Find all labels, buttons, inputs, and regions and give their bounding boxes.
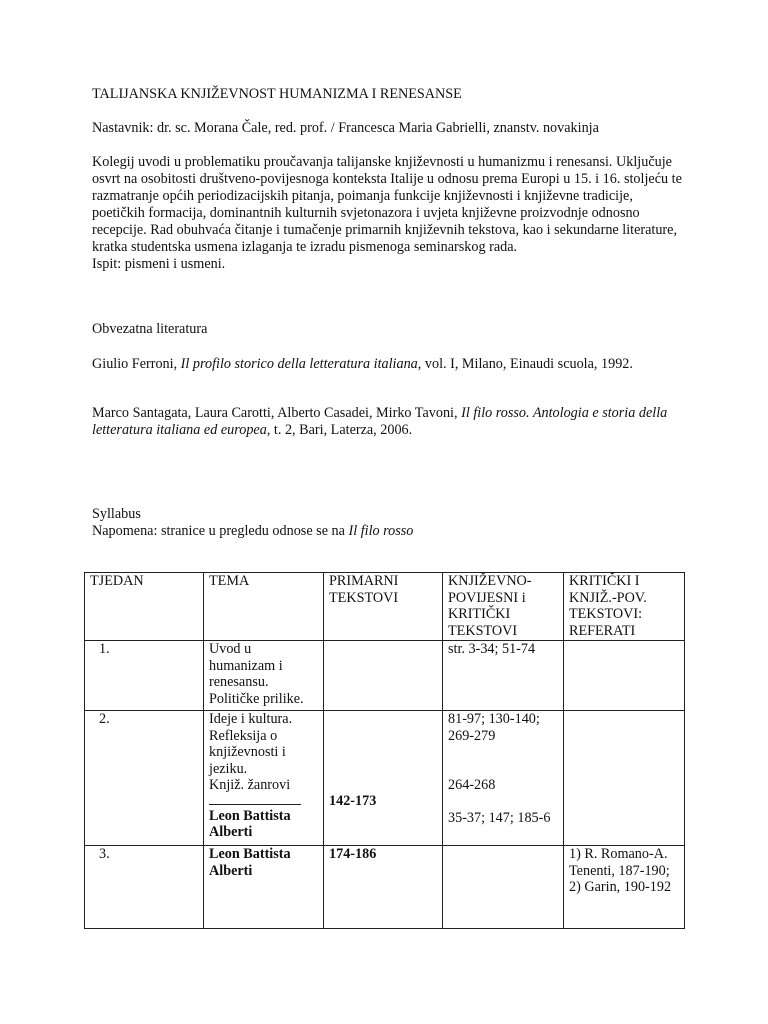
primary-cell xyxy=(324,641,443,711)
reports-cell xyxy=(564,846,685,929)
teacher-line: Nastavnik: dr. sc. Morana Čale, red. prof. / Francesca Maria Gabrielli, znanstv. novakinja xyxy=(92,120,599,136)
course-description xyxy=(92,154,682,273)
report-line: 1) R. Romano-A. Tenenti, 187-190; xyxy=(569,846,670,879)
exam-line: Ispit: pismeni i usmeni. xyxy=(92,256,226,272)
week-cell: 3. xyxy=(85,846,204,929)
primary-cell xyxy=(324,711,443,846)
syllabus-table xyxy=(84,572,685,929)
header-history: KNJIŽEVNO-POVIJESNI i KRITIČKI TEKSTOVI xyxy=(443,573,564,641)
topic-cell xyxy=(204,641,324,711)
header-topic: TEMA xyxy=(204,573,324,641)
header-reports: KRITIČKI I KNJIŽ.-POV. TEKSTOVI: REFERATI xyxy=(564,573,685,641)
header-primary: PRIMARNI TEKSTOVI xyxy=(324,573,443,641)
week-cell: 2. xyxy=(85,711,204,846)
topic-line: Refleksija o književnosti i jeziku. xyxy=(209,727,286,777)
syllabus-heading: Syllabus xyxy=(92,506,141,522)
course-title: TALIJANSKA KNJIŽEVNOST HUMANIZMA I RENESANSE xyxy=(92,86,462,102)
history-cell xyxy=(443,641,564,711)
reference-santagata xyxy=(92,405,672,439)
history-line: 264-268 xyxy=(448,777,496,793)
ref2-book: Il filo rosso. Antologia e storia della letteratura italiana ed europea xyxy=(92,405,668,438)
history-cell xyxy=(443,711,564,846)
table-row xyxy=(85,641,685,711)
history-line: str. 3-34; 51-74 xyxy=(448,641,536,657)
history-line: 81-97; 130-140; 269-279 xyxy=(448,711,540,744)
header-week: TJEDAN xyxy=(85,573,204,641)
topic-line: Knjiž. žanrovi xyxy=(209,777,291,793)
note-prefix: Napomena: stranice u pregledu odnose se na xyxy=(92,523,349,539)
syllabus-note xyxy=(92,523,413,540)
literature-heading: Obvezatna literatura xyxy=(92,321,208,337)
topic-cell xyxy=(204,711,324,846)
reports-cell xyxy=(564,711,685,846)
ref1-author: Giulio Ferroni, xyxy=(92,356,181,372)
topic-author: Leon Battista Alberti xyxy=(209,846,291,879)
topic-line: Uvod u humanizam i renesansu. xyxy=(209,641,283,690)
history-line: 35-37; 147; 185-6 xyxy=(448,809,551,826)
ref2-authors: Marco Santagata, Laura Carotti, Alberto Casadei, Mirko Tavoni, xyxy=(92,405,462,421)
week-cell: 1. xyxy=(85,641,204,711)
topic-cell xyxy=(204,846,324,929)
topic-author: Leon Battista Alberti xyxy=(209,807,291,840)
history-cell xyxy=(443,846,564,929)
note-book: Il filo rosso xyxy=(348,523,414,539)
topic-line: Ideje i kultura. xyxy=(209,711,293,727)
table-row xyxy=(85,711,685,846)
topic-line: Političke prilike. xyxy=(209,690,304,707)
ref2-rest: , t. 2, Bari, Laterza, 2006. xyxy=(266,422,413,438)
report-line: 2) Garin, 190-192 xyxy=(569,879,672,895)
primary-pages: 174-186 xyxy=(329,846,377,862)
ref1-rest: , vol. I, Milano, Einaudi scuola, 1992. xyxy=(417,356,633,372)
primary-cell xyxy=(324,846,443,929)
underline-rule xyxy=(209,794,301,805)
reports-cell xyxy=(564,641,685,711)
primary-pages: 142-173 xyxy=(329,793,377,809)
reference-ferroni xyxy=(92,356,662,373)
table-row xyxy=(85,846,685,929)
description-text: Kolegij uvodi u problematiku proučavanja talijanske književnosti u humanizmu i renesansi. Uključuje osvrt na osobitosti društveno-povijesnoga konteksta Italije u odnosu prema Europi u 15. i 16. stoljeću te razmatranje općih periodizacijskih pitanja, poimanja funkcije književnosti i književne tradicije, poetičkih formacija, dominantnih kulturnih svjetonazora i uvjeta književne proizvodnje odnosno recepcije. Rad obuhvaća čitanje i tumačenje primarnih književnih tekstova, kao i sekundarne literature, kratka studentska usmena izlaganja te izradu pismenoga seminarskog rada. xyxy=(92,154,682,255)
table-header-row xyxy=(85,573,685,641)
ref1-book: Il profilo storico della letteratura italiana xyxy=(180,356,418,372)
